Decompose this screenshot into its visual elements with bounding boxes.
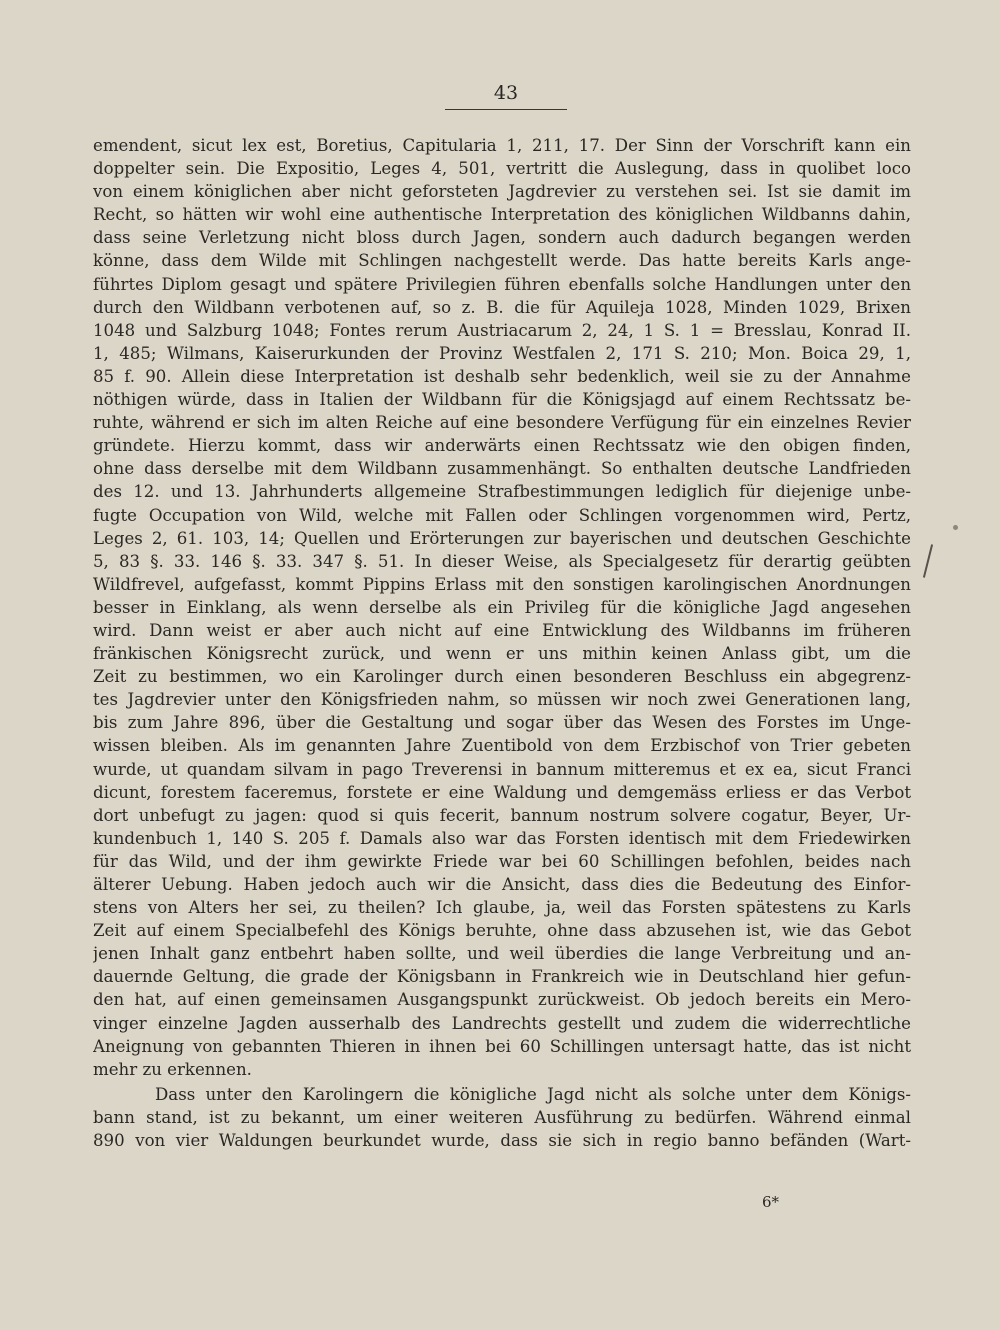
text-line: dicunt, forestem faceremus, forstete er eine Waldung und demgemäss erliess er das Verbot [93,782,911,802]
text-line: den hat, auf einen gemeinsamen Ausgangspunkt zurückweist. Ob jedoch bereits ein Mero- [93,990,911,1010]
text-line: Zeit zu bestimmen, wo ein Karolinger durch einen besonderen Beschluss ein abgegrenz- [93,667,911,687]
text-line: ruhte, während er sich im alten Reiche auf eine besondere Verfügung für ein einzelnes Revier [93,413,911,433]
text-line: bis zum Jahre 896, über die Gestaltung und sogar über das Wesen des Forstes im Unge- [93,713,911,733]
text-line: Dass unter den Karolingern die königliche Jagd nicht als solche unter dem Königs- [155,1084,911,1104]
text-line: Aneignung von gebannten Thieren in ihnen bei 60 Schillingen untersagt hatte, das ist nicht [93,1036,911,1056]
text-line: des 12. und 13. Jahrhunderts allgemeine Strafbestimmungen lediglich für diejenige unbe- [93,482,911,502]
text-line: 890 von vier Waldungen beurkundet wurde, dass sie sich in regio banno befänden (Wart- [93,1131,911,1151]
body-text [93,134,911,1152]
text-line: 85 f. 90. Allein diese Interpretation ist deshalb sehr bedenklich, weil sie zu der Annahme [93,366,911,386]
header-rule [445,109,567,110]
text-line: Wildfrevel, aufgefasst, kommt Pippins Erlass mit den sonstigen karolingischen Anordnungen [93,574,911,594]
text-line: emendent, sicut lex est, Boretius, Capitularia 1, 211, 17. Der Sinn der Vorschrift kann ein [93,136,911,155]
text-line: fugte Occupation von Wild, welche mit Fallen oder Schlingen vorgenommen wird, Pertz, [93,505,911,525]
text-line: für das Wild, und der ihm gewirkte Friede war bei 60 Schillingen befohlen, beides nach [93,851,911,871]
text-line: vinger einzelne Jagden ausserhalb des Landrechts gestellt und zudem die widerrechtliche [93,1013,911,1033]
text-line: durch den Wildbann verbotenen auf, so z. B. die für Aquileja 1028, Minden 1029, Brixen [93,297,911,317]
margin-dot [953,525,958,530]
text-line: bann stand, ist zu bekannt, um einer weiteren Ausführung zu bedürfen. Während einmal [93,1107,911,1127]
text-line: 5, 83 §. 33. 146 §. 33. 347 §. 51. In dieser Weise, als Specialgesetz für derartig geübten [93,551,911,571]
text-line: Leges 2, 61. 103, 14; Quellen und Erörterungen zur bayerischen und deutschen Geschichte [93,528,911,548]
text-line: Zeit auf einem Specialbefehl des Königs beruhte, ohne dass abzusehen ist, wie das Gebot [93,921,911,941]
text-line: fränkischen Königsrecht zurück, und wenn er uns mithin keinen Anlass gibt, um die [93,644,911,664]
text-line: dauernde Geltung, die grade der Königsbann in Frankreich wie in Deutschland hier gefun- [93,967,911,987]
text-line: besser in Einklang, als wenn derselbe als ein Privileg für die königliche Jagd angesehen [93,597,911,617]
text-line: gründete. Hierzu kommt, dass wir anderwärts einen Rechtssatz wie den obigen finden, [93,436,911,456]
page-number: 43 [493,82,519,104]
text-line: von einem königlichen aber nicht geforsteten Jagdrevier zu verstehen sei. Ist sie damit im [93,182,911,202]
text-line: stens von Alters her sei, zu theilen? Ich glaube, ja, weil das Forsten spätestens zu Karls [93,898,911,918]
text-line: wissen bleiben. Als im genannten Jahre Zuentibold von dem Erzbischof von Trier gebeten [93,736,911,756]
text-line: 1048 und Salzburg 1048; Fontes rerum Austriacarum 2, 24, 1 S. 1 = Bresslau, Konrad II. [93,320,911,340]
margin-pencil-mark [923,544,933,577]
text-line: tes Jagdrevier unter den Königsfrieden nahm, so müssen wir noch zwei Generationen lang, [93,690,911,710]
text-line: ohne dass derselbe mit dem Wildbann zusammenhängt. So enthalten deutsche Landfrieden [93,459,911,479]
text-line: kundenbuch 1, 140 S. 205 f. Damals also war das Forsten identisch mit dem Friedewirken [93,828,911,848]
text-line: Recht, so hätten wir wohl eine authentische Interpretation des königlichen Wildbanns dahin, [93,205,911,225]
signature-mark: 6* [762,1193,780,1211]
text-line: 1, 485; Wilmans, Kaiserurkunden der Provinz Westfalen 2, 171 S. 210; Mon. Boica 29, 1, [93,343,911,363]
text-line: wird. Dann weist er aber auch nicht auf eine Entwicklung des Wildbanns im früheren [93,620,911,640]
text-line: dass seine Verletzung nicht bloss durch Jagen, sondern auch dadurch begangen werden [93,228,911,248]
text-line: nöthigen würde, dass in Italien der Wildbann für die Königsjagd auf einem Rechtssatz be- [93,390,911,410]
text-line: älterer Uebung. Haben jedoch auch wir die Ansicht, dass dies die Bedeutung des Einfor- [93,875,911,894]
text-line: könne, dass dem Wilde mit Schlingen nachgestellt werde. Das hatte bereits Karls ange- [93,251,911,271]
text-line: dort unbefugt zu jagen: quod si quis fecerit, bannum nostrum solvere cogatur, Beyer, Ur- [93,805,911,825]
text-line: mehr zu erkennen. [93,1059,252,1079]
text-line: doppelter sein. Die Expositio, Leges 4, 501, vertritt die Auslegung, dass in quolibet loco [93,159,911,179]
text-line: wurde, ut quandam silvam in pago Treverensi in bannum mitteremus et ex ea, sicut Franci [93,759,911,779]
paragraph-2 [93,1083,911,1152]
text-line: jenen Inhalt ganz entbehrt haben sollte, und weil überdies die lange Verbreitung und an- [93,944,911,964]
text-line: führtes Diplom gesagt und spätere Privilegien führen ebenfalls solche Handlungen unter den [93,274,911,294]
paragraph-1 [93,134,911,1081]
